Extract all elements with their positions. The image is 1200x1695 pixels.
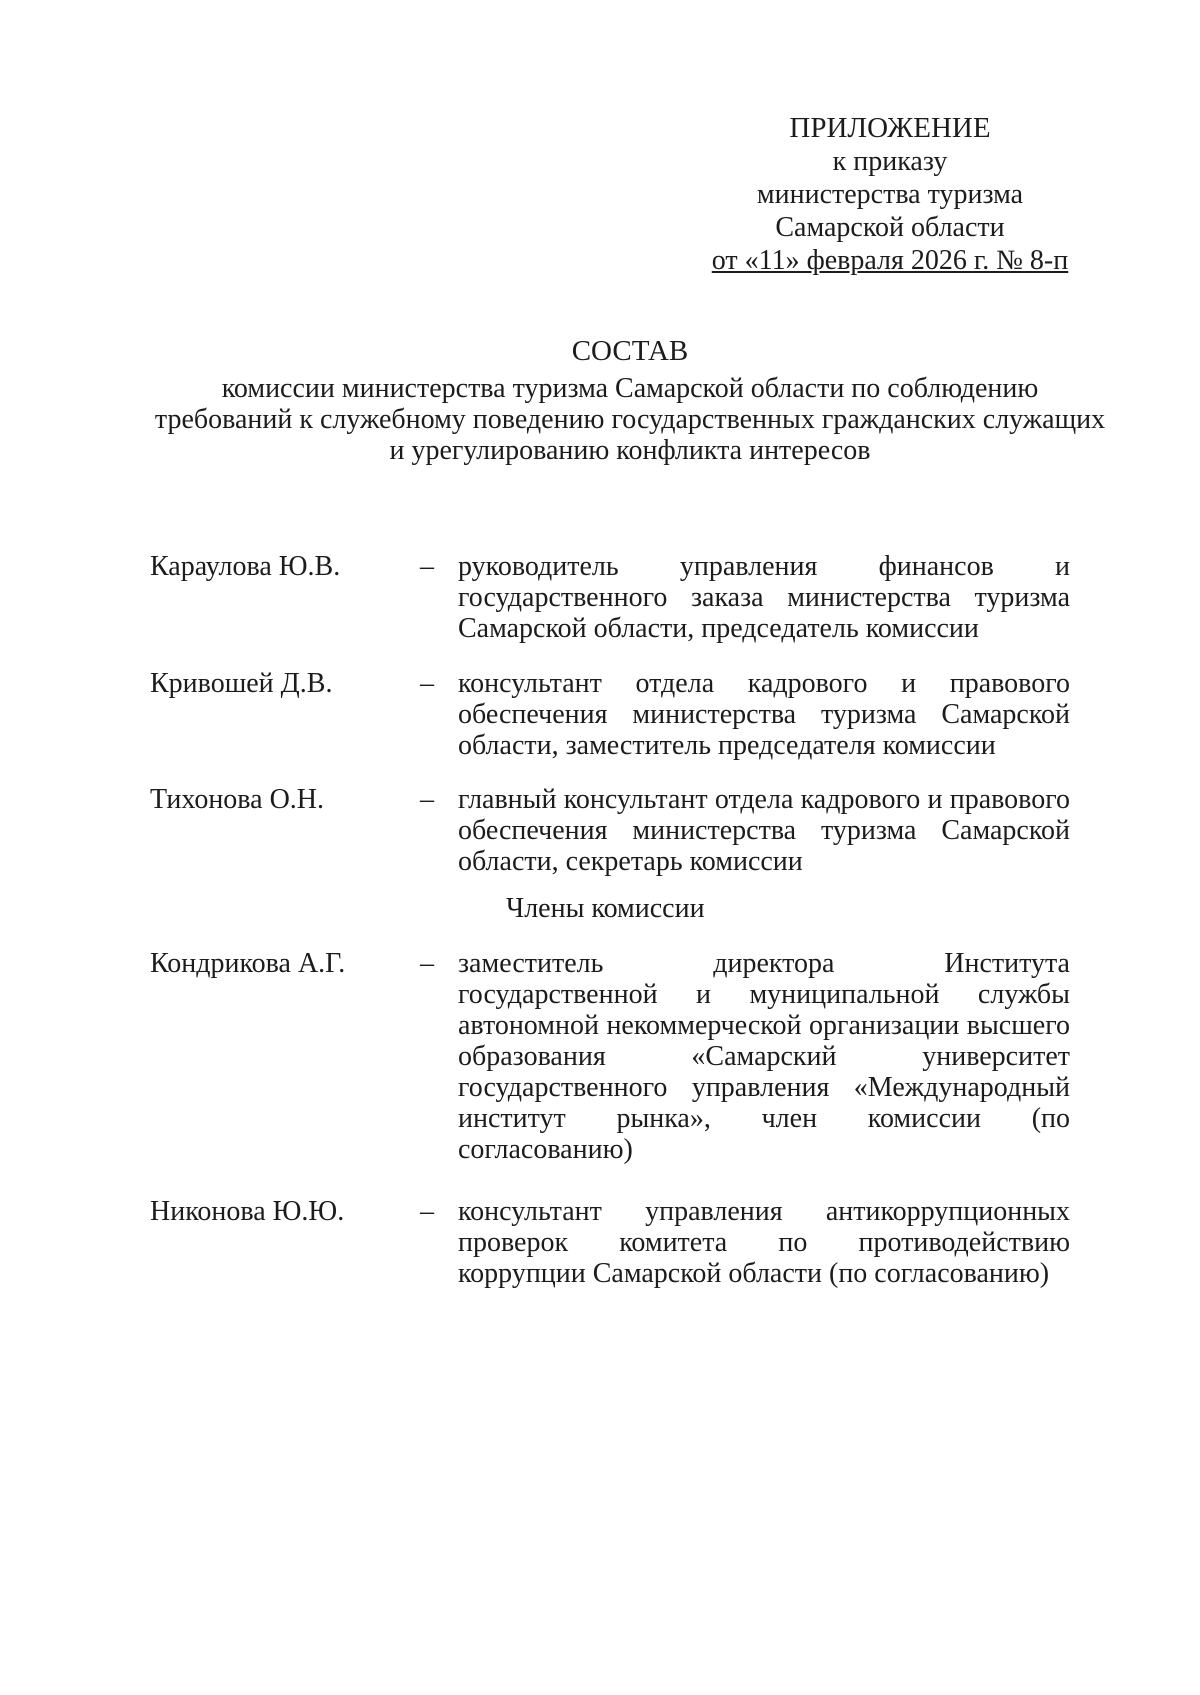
appendix-block: [700, 112, 1080, 277]
appendix-line: к приказу: [832, 146, 948, 177]
document-title-block: [120, 336, 1140, 466]
member-dash: –: [420, 551, 434, 582]
members-heading: Члены комиссии: [506, 893, 705, 924]
member-dash: –: [420, 668, 434, 699]
member-name: Кондрикова А.Г.: [150, 948, 346, 979]
member-name: Караулова Ю.В.: [150, 551, 341, 582]
member-name: Никонова Ю.Ю.: [150, 1196, 345, 1227]
member-description: консультант отдела кадрового и правового обеспечения министерства туризма Самарской области, заместитель председателя комиссии: [458, 668, 1070, 761]
title-line: комиссии министерства туризма Самарской области по соблюдению: [221, 373, 1039, 404]
appendix-heading: ПРИЛОЖЕНИЕ: [789, 112, 991, 144]
member-description: заместитель директора Института государственной и муниципальной службы автономной некоммерческой организации высшего образования «Самарский университет государственного управления «Международный институт рынка», член комиссии (по согласованию): [458, 948, 1070, 1165]
member-dash: –: [420, 948, 434, 979]
order-date-number: от «11» февраля 2026 г. № 8-п: [711, 245, 1069, 276]
member-name: Кривошей Д.В.: [150, 668, 333, 699]
member-name: Тихонова О.Н.: [150, 784, 325, 815]
member-dash: –: [420, 1196, 434, 1227]
document-title: СОСТАВ: [571, 335, 689, 367]
member-description: консультант управления антикоррупционных проверок комитета по противодействию коррупции Самарской области (по согласованию): [458, 1196, 1070, 1289]
title-line: требований к служебному поведению государственных гражданских служащих: [154, 404, 1106, 435]
appendix-line: министерства туризма: [756, 179, 1024, 210]
appendix-line: Самарской области: [775, 212, 1005, 243]
member-description: главный консультант отдела кадрового и правового обеспечения министерства туризма Самарской области, секретарь комиссии: [458, 784, 1070, 877]
member-description: руководитель управления финансов и государственного заказа министерства туризма Самарской области, председатель комиссии: [458, 551, 1070, 644]
title-line: и урегулированию конфликта интересов: [389, 435, 871, 466]
member-dash: –: [420, 784, 434, 815]
